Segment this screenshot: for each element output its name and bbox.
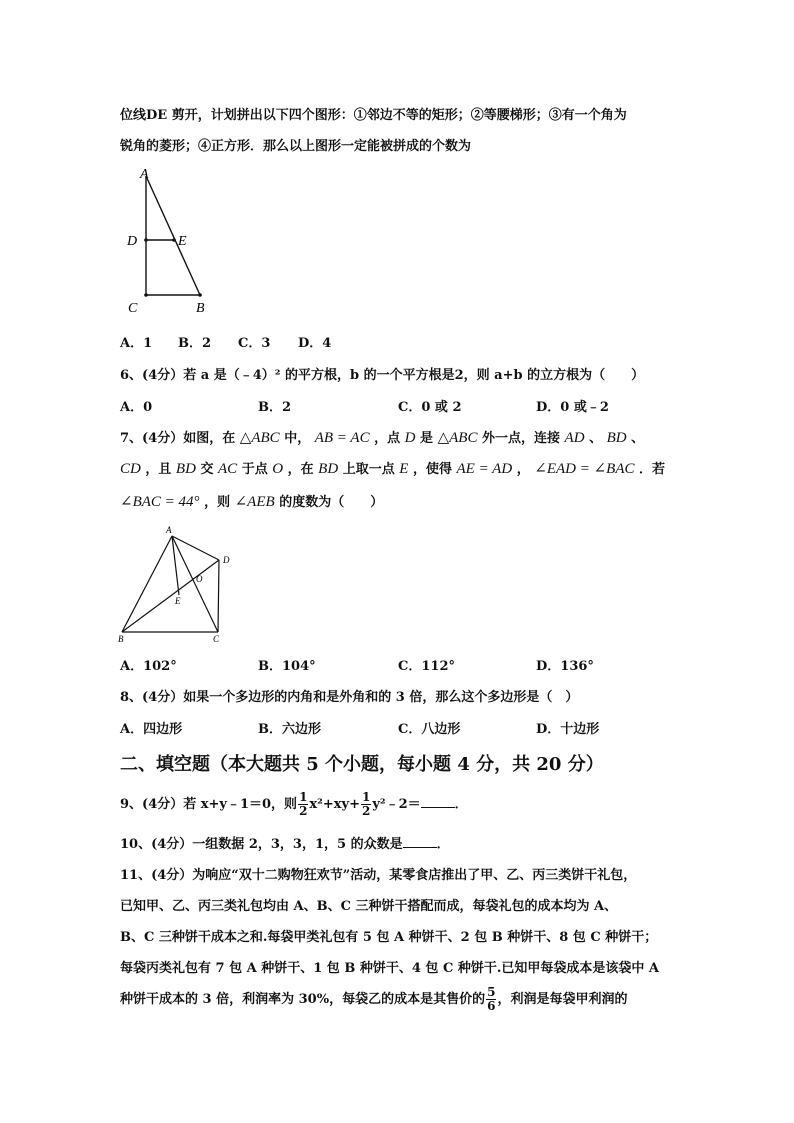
q7-angle-bac: ∠BAC = 44° — [120, 494, 200, 510]
q10-answer-blank[interactable] — [403, 835, 437, 848]
q7-text: 中， — [284, 431, 311, 446]
q10-line — [120, 833, 450, 852]
q5-option-b: B．2 — [178, 336, 212, 351]
q11-line4: 每袋丙类礼包有 7 包 A 种饼干、1 包 B 种饼干、4 包 C 种饼干.已知甲每袋成本是该袋中 A — [120, 961, 659, 976]
q9-frac1-num: 1 — [299, 790, 308, 804]
q6-option-d: D．0 或﹣2 — [536, 400, 609, 415]
q7-text: 、 — [589, 431, 603, 446]
q8-option-a: A．四边形 — [120, 722, 183, 737]
q7-seg-bd: BD — [606, 430, 627, 446]
q9-prefix: 9、(4分）若 x+y﹣1＝0，则 — [120, 797, 298, 812]
label-a: A — [166, 525, 172, 535]
q7-text: 外一点，连接 — [481, 431, 560, 446]
q8-stem: 8、(4分）如果一个多边形的内角和是外角和的 3 倍，那么这个多边形是（ ） — [120, 690, 579, 705]
q7-seg-bd-3: BD — [318, 461, 339, 477]
q7-angle-aeb: ∠AEB — [234, 494, 275, 510]
q7-text: ，在 — [287, 462, 314, 477]
q7-seg-cd: CD — [120, 461, 141, 477]
q11-line3: B、C 三种饼干成本之和.每袋甲类礼包有 5 包 A 种饼干、2 包 B 种饼干、8 包 C 种饼干； — [120, 930, 658, 945]
q7-point-d: D — [404, 430, 416, 446]
q5-option-c: C．3 — [238, 336, 271, 351]
q7-option-d: D．136° — [536, 659, 594, 674]
q7-text: 交 — [200, 462, 214, 477]
q7-angle-eq: ∠EAD = ∠BAC — [534, 461, 635, 477]
q7-text: ，使得 — [412, 462, 452, 477]
label-c: C — [213, 634, 220, 644]
q11-fraction — [486, 986, 496, 1013]
q6-option-a: A．0 — [120, 400, 153, 415]
q11-line5-suffix: ，利润是每袋甲利润的 — [497, 992, 628, 1007]
q7-point-o: O — [272, 461, 284, 477]
q11-frac-num: 5 — [487, 985, 496, 999]
q11-frac-den: 6 — [487, 999, 496, 1013]
segment-ab — [122, 536, 172, 632]
q7-line3 — [120, 491, 383, 511]
label-c: C — [128, 301, 138, 316]
segment-bd — [122, 560, 219, 632]
q7-prefix: 7、(4分）如图，在 — [120, 431, 236, 446]
q7-figure — [112, 522, 242, 647]
q9-fraction-2 — [361, 791, 371, 818]
q7-point-e: E — [399, 461, 409, 477]
q7-line1 — [120, 427, 644, 447]
q7-seg-ac: AC — [218, 461, 238, 477]
section-title: 二、填空题（本大题共 5 个小题，每小题 4 分，共 20 分） — [120, 754, 604, 775]
q9-frac1-den: 2 — [299, 804, 308, 818]
q10-stem: 10、(4分）一组数据 2，3，3，1，5 的众数是 — [120, 837, 403, 852]
q7-ae-eq-ad: AE = AD — [456, 461, 513, 477]
q11-line5-prefix: 种饼干成本的 3 倍，利润率为 30%，每袋乙的成本是其售价的 — [120, 992, 486, 1007]
q10-end: ． — [436, 837, 450, 852]
q7-text: 、 — [631, 431, 645, 446]
q7-option-b: B．104° — [258, 659, 316, 674]
q9-answer-blank[interactable] — [421, 795, 455, 808]
segment-ae — [172, 536, 179, 595]
q7-text: ，点 — [374, 431, 401, 446]
q7-text: ，且 — [145, 462, 172, 477]
q7-text: ．若 — [639, 462, 666, 477]
label-b: B — [118, 634, 124, 644]
label-d: D — [127, 234, 138, 249]
segment-ac — [172, 536, 218, 632]
label-b: B — [196, 301, 205, 316]
q5-option-a: A．1 — [120, 336, 153, 351]
q6-option-b: B．2 — [258, 400, 292, 415]
q6-stem: 6、(4分）若 a 是（﹣4）² 的平方根，b 的一个平方根是2，则 a+b 的立方根为（ ） — [120, 368, 645, 383]
q7-text: 的度数为（ ） — [279, 495, 384, 510]
label-e: E — [175, 596, 181, 606]
q8-option-d: D．十边形 — [536, 722, 600, 737]
q5-line2: 锐角的菱形；④正方形．那么以上图形一定能被拼成的个数为 — [120, 139, 472, 154]
segment-cd — [218, 560, 219, 632]
q9-suffix: y²﹣2＝ — [372, 797, 421, 812]
label-o: O — [196, 574, 203, 584]
label-d: D — [223, 555, 230, 565]
q7-seg-ad: AD — [564, 430, 585, 446]
q7-option-c: C．112° — [398, 659, 455, 674]
q9-line — [120, 790, 468, 820]
q7-text: ， — [516, 462, 530, 477]
segment-ad — [172, 536, 219, 560]
q7-text: ，则 — [204, 495, 231, 510]
q7-text: 上取一点 — [342, 462, 395, 477]
q7-line2 — [120, 458, 665, 478]
q7-option-a: A．102° — [120, 659, 177, 674]
q7-triangle-abc: △ABC — [239, 430, 280, 446]
q11-line1: 11、(4分）为响应“双十二购物狂欢节”活动，某零食店推出了甲、乙、丙三类饼干礼包， — [120, 868, 637, 883]
label-e: E — [178, 234, 187, 249]
q9-frac2-den: 2 — [361, 804, 371, 818]
q9-frac2-num: 1 — [361, 790, 371, 804]
q5-line1: 位线DE 剪开，计划拼出以下四个图形：①邻边不等的矩形；②等腰梯形；③有一个角为 — [120, 108, 627, 123]
q7-triangle-abc-2: △ABC — [437, 430, 478, 446]
q8-option-b: B．六边形 — [258, 722, 321, 737]
q5-option-d: D．4 — [298, 336, 332, 351]
q7-seg-bd-2: BD — [175, 461, 196, 477]
q7-text: 是 — [420, 431, 434, 446]
q7-ab-eq-ac: AB = AC — [314, 430, 370, 446]
label-a: A — [140, 167, 149, 182]
segment-ab — [146, 176, 200, 295]
q9-mid: x²+xy+ — [309, 797, 360, 812]
q9-fraction-1 — [298, 791, 308, 818]
q8-option-c: C．八边形 — [398, 722, 461, 737]
q7-text: 于点 — [241, 462, 268, 477]
q9-end: ． — [454, 797, 468, 812]
q6-option-c: C．0 或 2 — [398, 400, 462, 415]
q5-figure — [118, 160, 228, 320]
q11-line5 — [120, 984, 627, 1016]
q11-line2: 已知甲、乙、丙三类礼包均由 A、B、C 三种饼干搭配而成，每袋礼包的成本均为 A、 — [120, 899, 618, 914]
